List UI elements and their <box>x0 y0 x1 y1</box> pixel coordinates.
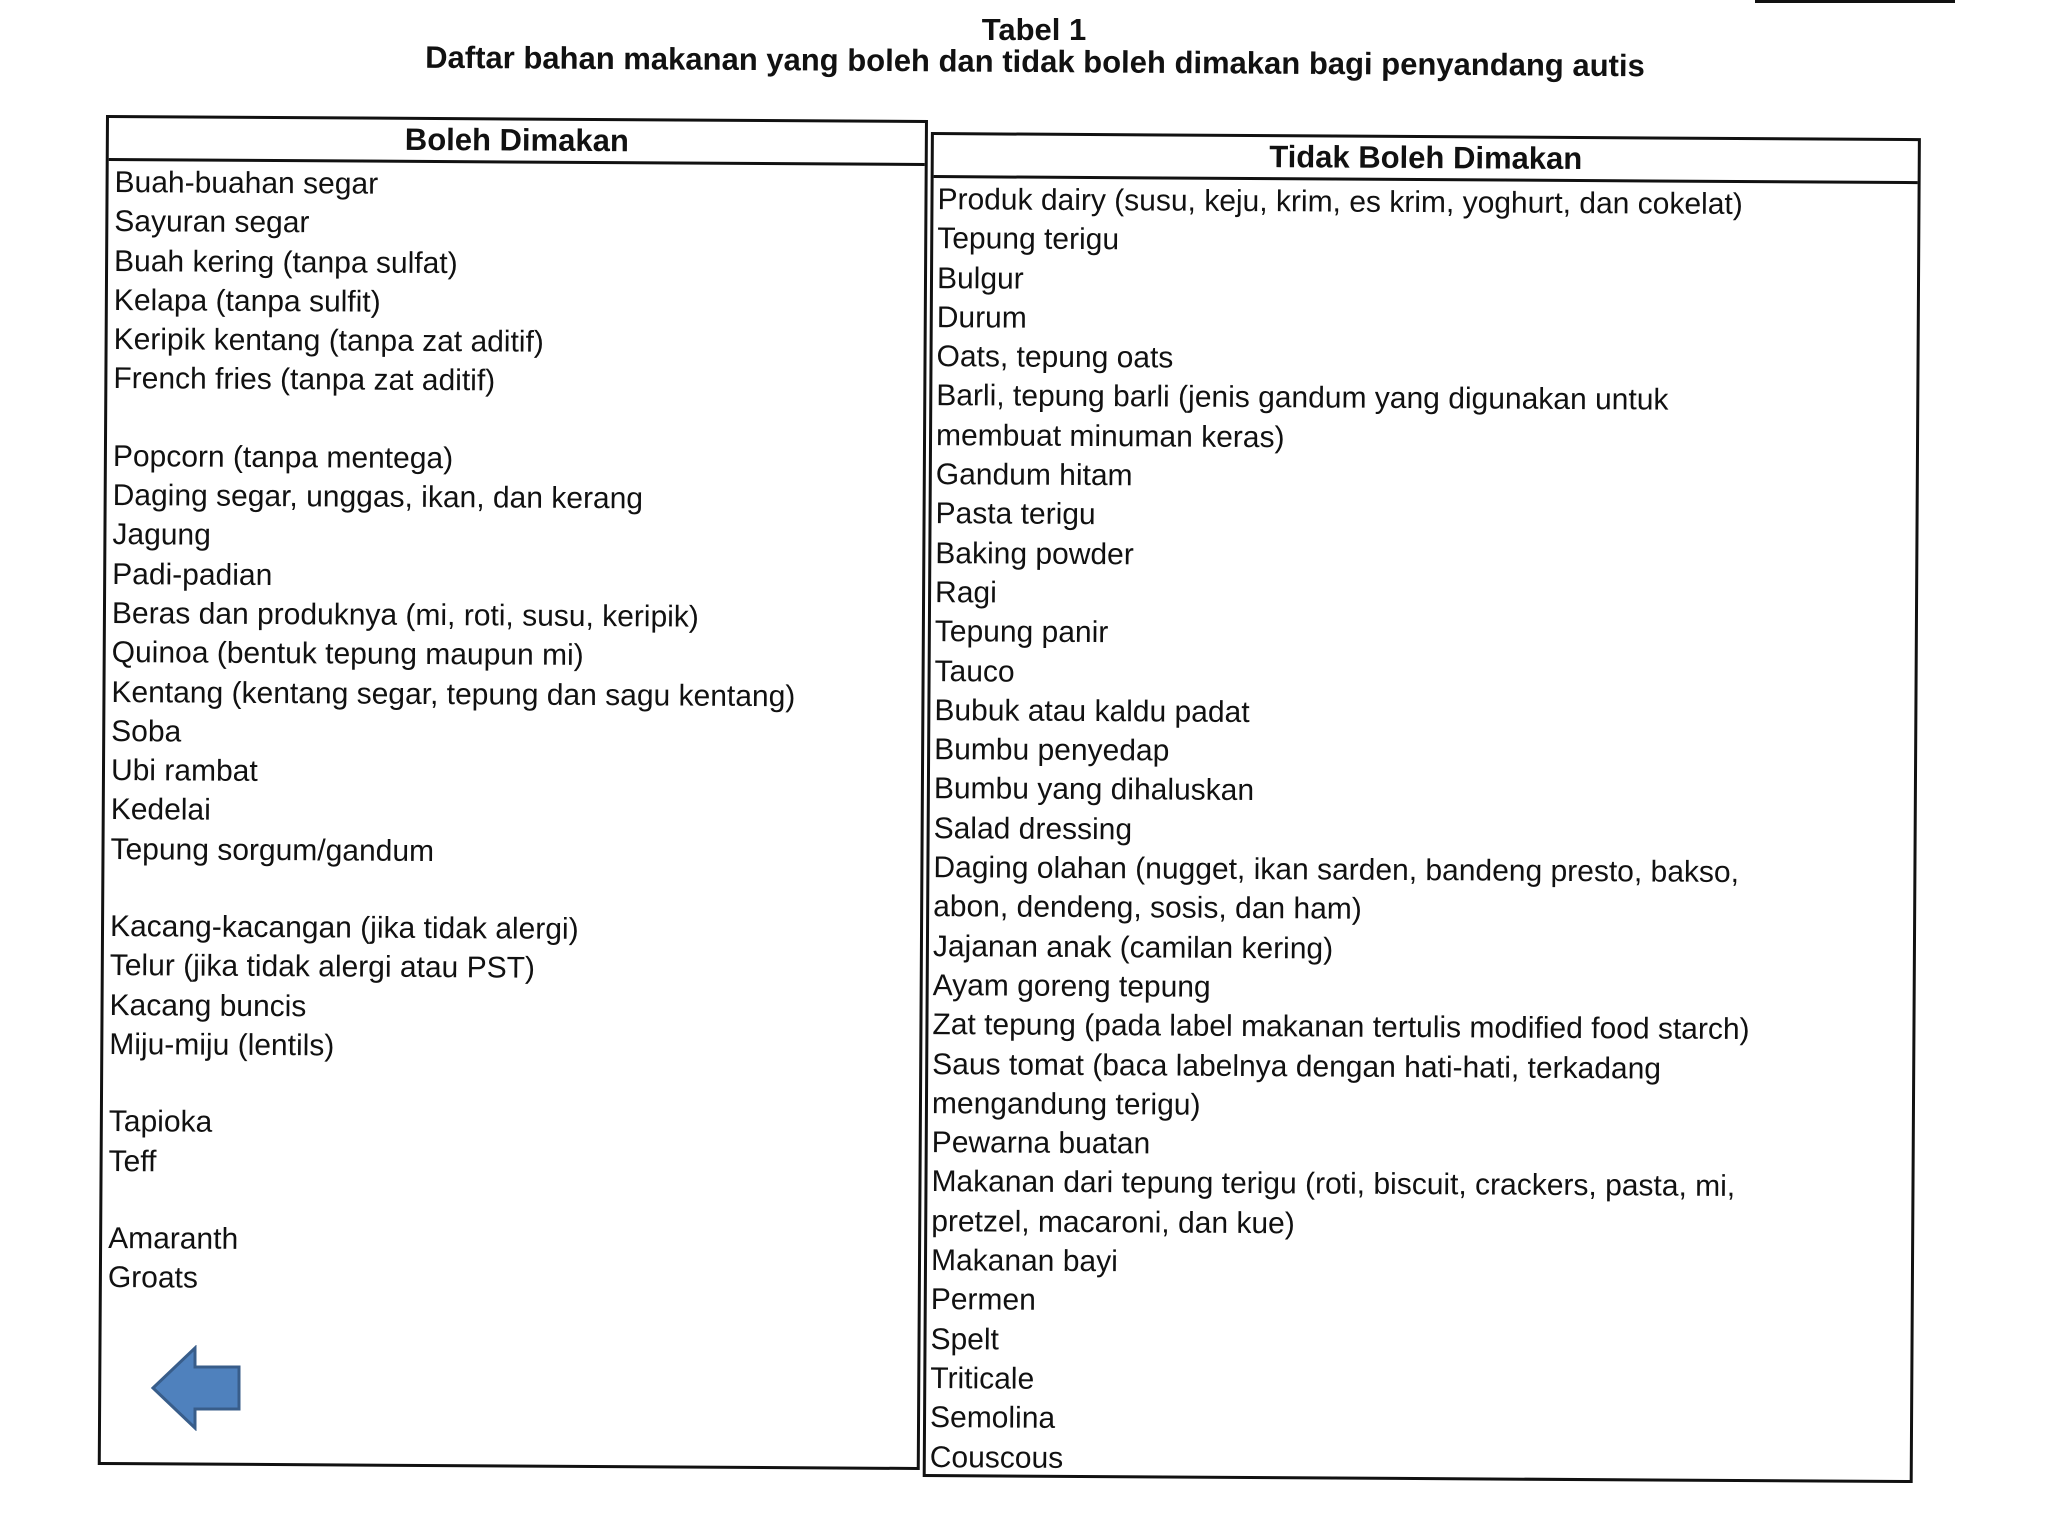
allowed-item: Quinoa (bentuk tepung maupun mi) <box>111 636 584 673</box>
allowed-item: Kacang buncis <box>109 988 307 1023</box>
allowed-item: Sayuran segar <box>114 205 310 240</box>
left-arrow-icon[interactable] <box>150 1345 242 1431</box>
allowed-header: Boleh Dimakan <box>109 118 925 166</box>
allowed-item: Beras dan produknya (mi, roti, susu, keripik) <box>111 597 699 634</box>
allowed-item: Padi-padian <box>112 557 273 592</box>
not-allowed-item: Barli, tepung barli (jenis gandum yang digunakan untuk <box>936 379 1669 418</box>
not-allowed-list <box>926 178 1918 1483</box>
allowed-item: Tepung sorgum/gandum <box>110 832 435 868</box>
not-allowed-item: Durum <box>936 300 1027 335</box>
not-allowed-item: Spelt <box>930 1322 1000 1357</box>
not-allowed-item: Tepung terigu <box>937 222 1120 257</box>
not-allowed-item: Makanan dari tepung terigu (roti, biscuit, crackers, pasta, mi, <box>931 1165 1736 1204</box>
allowed-item: Kentang (kentang segar, tepung dan sagu kentang) <box>111 675 796 713</box>
not-allowed-item: Makanan bayi <box>930 1244 1118 1279</box>
not-allowed-header: Tidak Boleh Dimakan <box>934 135 1918 184</box>
not-allowed-item: Daging olahan (nugget, ikan sarden, bandeng presto, bakso, <box>933 851 1740 890</box>
not-allowed-item: Couscous <box>929 1440 1064 1475</box>
allowed-item: Popcorn (tanpa mentega) <box>112 439 454 475</box>
not-allowed-item: Bumbu yang dihaluskan <box>933 772 1255 808</box>
not-allowed-item: Tauco <box>934 654 1015 689</box>
food-table <box>98 115 1918 1476</box>
not-allowed-item: Semolina <box>929 1401 1056 1436</box>
allowed-item: Keripik kentang (tanpa zat aditif) <box>113 323 544 359</box>
not-allowed-item: mengandung terigu) <box>931 1086 1201 1122</box>
allowed-item: Jagung <box>112 518 211 553</box>
not-allowed-item: abon, dendeng, sosis, dan ham) <box>933 890 1362 927</box>
allowed-item: Tapioka <box>108 1105 213 1139</box>
not-allowed-item: membuat minuman keras) <box>935 418 1285 454</box>
allowed-item: Teff <box>108 1144 157 1178</box>
allowed-item: Ubi rambat <box>110 754 258 789</box>
not-allowed-item: Pasta terigu <box>935 497 1096 532</box>
allowed-item: Kedelai <box>110 793 211 828</box>
not-allowed-item: Permen <box>930 1283 1036 1318</box>
not-allowed-item: Gandum hitam <box>935 458 1133 493</box>
allowed-item: Telur (jika tidak alergi atau PST) <box>109 949 536 985</box>
not-allowed-item: Pewarna buatan <box>931 1126 1151 1161</box>
allowed-list <box>102 161 925 1302</box>
not-allowed-item: Zat tepung (pada label makanan tertulis modified food starch) <box>932 1008 1750 1047</box>
not-allowed-item: Ragi <box>934 576 997 610</box>
allowed-item: Buah-buahan segar <box>114 166 379 201</box>
allowed-item: Kacang-kacangan (jika tidak alergi) <box>109 910 579 946</box>
not-allowed-column <box>923 132 1921 1483</box>
table-subtitle: Daftar bahan makanan yang boleh dan tidak boleh dimakan bagi penyandang autis <box>425 39 1645 84</box>
allowed-item: Buah kering (tanpa sulfat) <box>114 244 458 280</box>
allowed-item: Miju-miju (lentils) <box>109 1027 335 1063</box>
not-allowed-item: Jajanan anak (camilan kering) <box>932 929 1334 966</box>
table-title: Tabel 1 <box>981 12 1087 47</box>
not-allowed-item: Salad dressing <box>933 811 1133 847</box>
allowed-item: Daging segar, unggas, ikan, dan kerang <box>112 479 644 516</box>
not-allowed-item: Tepung panir <box>934 615 1109 650</box>
not-allowed-item: Produk dairy (susu, keju, krim, es krim, yoghurt, dan cokelat) <box>937 183 1743 221</box>
allowed-item: French fries (tanpa zat aditif) <box>113 362 496 398</box>
not-allowed-item: Bulgur <box>936 261 1024 296</box>
not-allowed-item: Ayam goreng tepung <box>932 969 1211 1004</box>
not-allowed-item: Oats, tepung oats <box>936 340 1174 375</box>
allowed-item: Soba <box>111 714 182 749</box>
not-allowed-item: Bumbu penyedap <box>934 733 1170 768</box>
top-rule <box>1755 0 1955 3</box>
not-allowed-item: Triticale <box>930 1361 1035 1396</box>
not-allowed-item: Bubuk atau kaldu padat <box>934 693 1250 729</box>
allowed-item: Kelapa (tanpa sulfit) <box>113 283 381 319</box>
not-allowed-item: pretzel, macaroni, dan kue) <box>931 1204 1295 1241</box>
allowed-column <box>98 115 928 1470</box>
allowed-item: Groats <box>107 1261 199 1295</box>
allowed-item: Amaranth <box>108 1221 239 1256</box>
not-allowed-item: Baking powder <box>935 536 1134 571</box>
not-allowed-item: Saus tomat (baca labelnya dengan hati-hati, terkadang <box>932 1047 1662 1086</box>
